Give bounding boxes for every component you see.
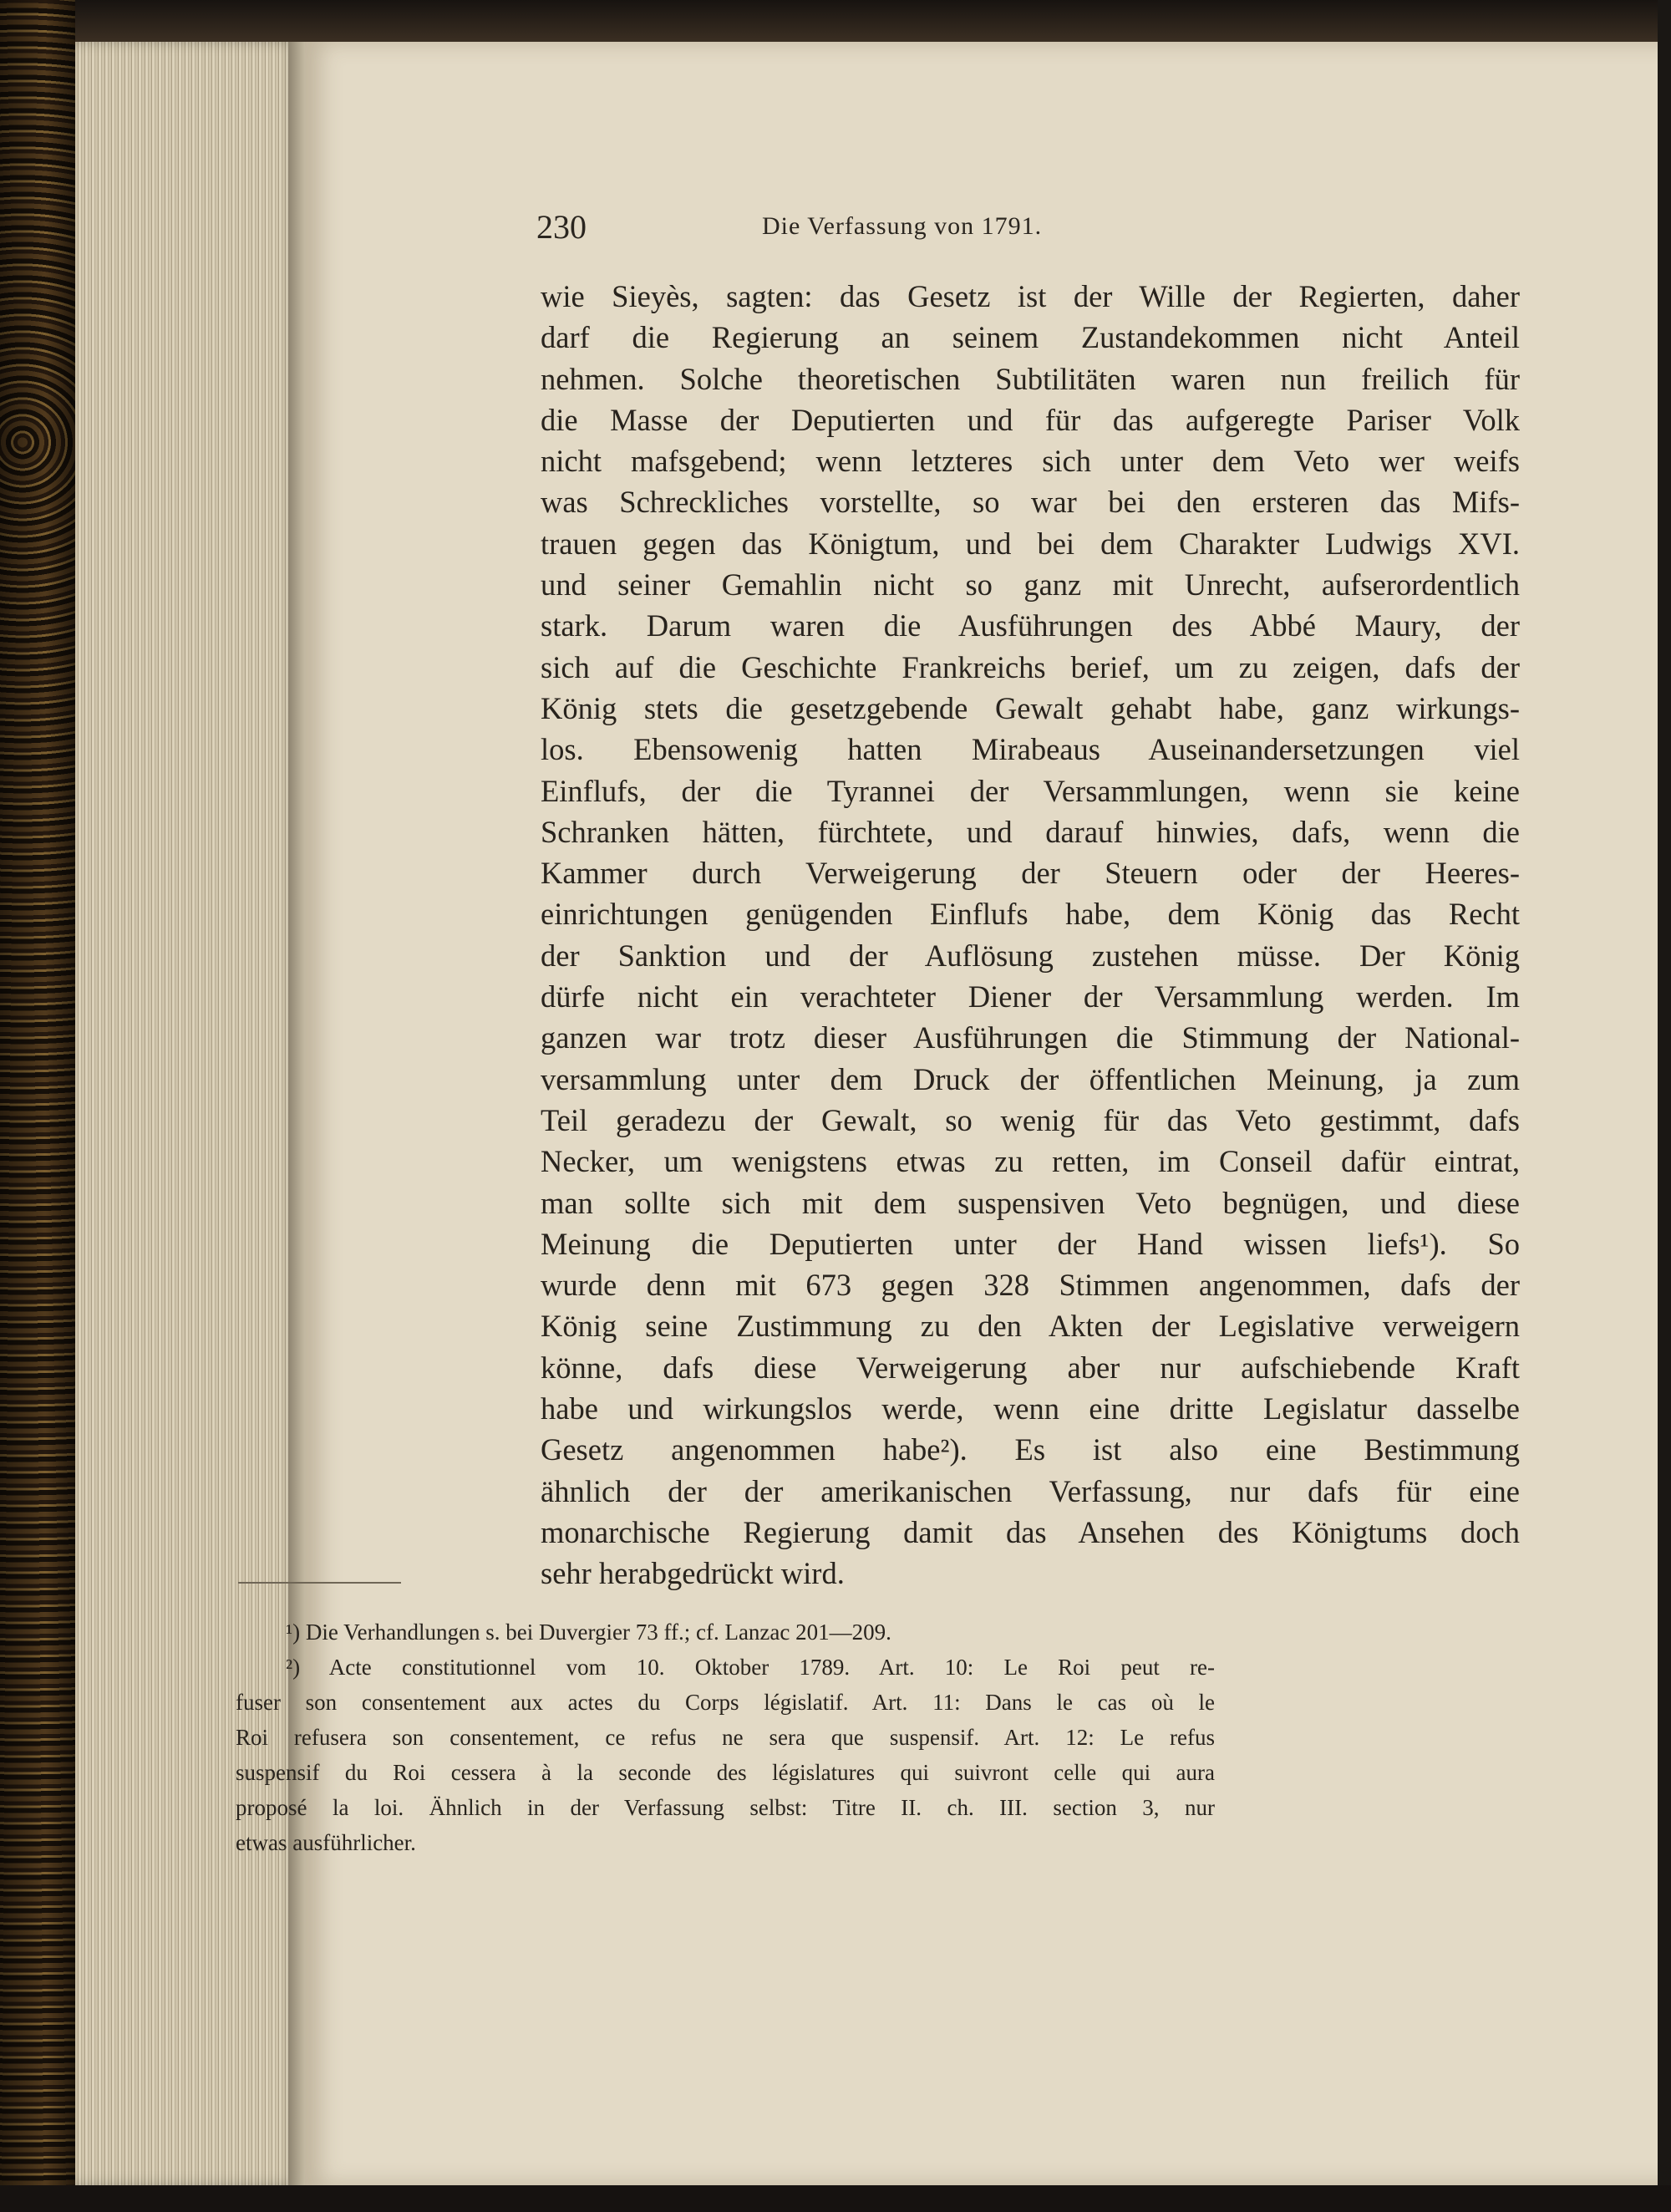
text-line: König seine Zustimmung zu den Akten der Legislative verweigern	[541, 1309, 1520, 1344]
footnote-2-line: proposé la loi. Ähnlich in der Verfassung selbst: Titre II. ch. III. section 3, nur	[236, 1795, 1215, 1820]
text-line: Gesetz angenommen habe²). Es ist also eine Bestimmung	[541, 1432, 1520, 1467]
text-line: König stets die gesetzgebende Gewalt gehabt habe, ganz wirkungs-	[541, 690, 1520, 725]
text-line: die Masse der Deputierten und für das aufgeregte Pariser Volk	[541, 402, 1520, 437]
scan-right-border	[1658, 0, 1671, 2212]
book-page	[305, 42, 1671, 2185]
scan-top-border	[0, 0, 1671, 42]
text-line: darf die Regierung an seinem Zustandekommen nicht Anteil	[541, 320, 1520, 355]
page-number: 230	[536, 208, 587, 246]
text-line: der Sanktion und der Auflösung zustehen müsse. Der König	[541, 938, 1520, 973]
text-line: was Schreckliches vorstellte, so war bei den ersteren das Mifs-	[541, 485, 1520, 520]
text-line: Meinung die Deputierten unter der Hand wissen liefs¹). So	[541, 1226, 1520, 1261]
text-line: Kammer durch Verweigerung der Steuern oder der Heeres-	[541, 856, 1520, 891]
book-gutter	[288, 42, 307, 2185]
text-line: einrichtungen genügenden Einflufs habe, dem König das Recht	[541, 897, 1520, 932]
footnote-2-line: suspensif du Roi cessera à la seconde des législatures qui suivront celle qui aura	[236, 1760, 1215, 1785]
text-line: Einflufs, der die Tyrannei der Versammlungen, wenn sie keine	[541, 773, 1520, 808]
text-line: und seiner Gemahlin nicht so ganz mit Unrecht, aufserordentlich	[541, 567, 1520, 603]
text-line: ganzen war trotz dieser Ausführungen die Stimmung der National-	[541, 1020, 1520, 1055]
page-header	[536, 207, 1581, 257]
main-text	[541, 276, 1520, 1594]
text-line: Teil geradezu der Gewalt, so wenig für das Veto gestimmt, dafs	[541, 1102, 1520, 1137]
text-line: könne, dafs diese Verweigerung aber nur aufschiebende Kraft	[541, 1350, 1520, 1385]
footnote-2-line: ²) Acte constitutionnel vom 10. Oktober 1789. Art. 10: Le Roi peut re-	[286, 1655, 1215, 1680]
text-line: sich auf die Geschichte Frankreichs berief, um zu zeigen, dafs der	[541, 649, 1520, 684]
text-line: wie Sieyès, sagten: das Gesetz ist der Wille der Regierten, daher	[541, 279, 1520, 313]
text-line: versammlung unter dem Druck der öffentlichen Meinung, ja zum	[541, 1061, 1520, 1096]
cover-shading	[0, 0, 75, 2212]
text-line: trauen gegen das Königtum, und bei dem Charakter Ludwigs XVI.	[541, 526, 1520, 561]
text-line: Schranken hätten, fürchtete, und darauf hinwies, dafs, wenn die	[541, 814, 1520, 849]
text-line: stark. Darum waren die Ausführungen des Abbé Maury, der	[541, 608, 1520, 643]
text-line: ähnlich der der amerikanischen Verfassung, nur dafs für eine	[541, 1473, 1520, 1508]
page-edges-stack	[75, 42, 301, 2185]
text-line: los. Ebensowenig hatten Mirabeaus Auseinandersetzungen viel	[541, 732, 1520, 767]
footnotes	[236, 1615, 1215, 1860]
text-line: nehmen. Solche theoretischen Subtilitäten waren nun freilich für	[541, 361, 1520, 396]
footnote-2-line: Roi refusera son consentement, ce refus ne sera que suspensif. Art. 12: Le refus	[236, 1725, 1215, 1750]
marbled-book-cover	[0, 0, 75, 2212]
footnote-separator	[238, 1582, 401, 1584]
text-line: sehr herabgedrückt wird.	[541, 1556, 845, 1591]
text-line: Necker, um wenigstens etwas zu retten, im Conseil dafür eintrat,	[541, 1144, 1520, 1179]
footnote-2-line: fuser son consentement aux actes du Corps législatif. Art. 11: Dans le cas où le	[236, 1690, 1215, 1715]
text-line: nicht mafsgebend; wenn letzteres sich unter dem Veto wer weifs	[541, 444, 1520, 479]
text-line: habe und wirkungslos werde, wenn eine dritte Legislatur dasselbe	[541, 1391, 1520, 1426]
footnote-1: ¹) Die Verhandlungen s. bei Duvergier 73 ff.; cf. Lanzac 201—209.	[286, 1620, 891, 1645]
text-line: monarchische Regierung damit das Ansehen des Königtums doch	[541, 1514, 1520, 1549]
running-title: Die Verfassung von 1791.	[762, 212, 1043, 240]
footnote-2-line: etwas ausführlicher.	[236, 1830, 416, 1855]
scan-bottom-border	[0, 2185, 1671, 2212]
text-line: dürfe nicht ein verachteter Diener der Versammlung werden. Im	[541, 979, 1520, 1014]
text-line: man sollte sich mit dem suspensiven Veto begnügen, und diese	[541, 1185, 1520, 1220]
text-line: wurde denn mit 673 gegen 328 Stimmen angenommen, dafs der	[541, 1268, 1520, 1303]
